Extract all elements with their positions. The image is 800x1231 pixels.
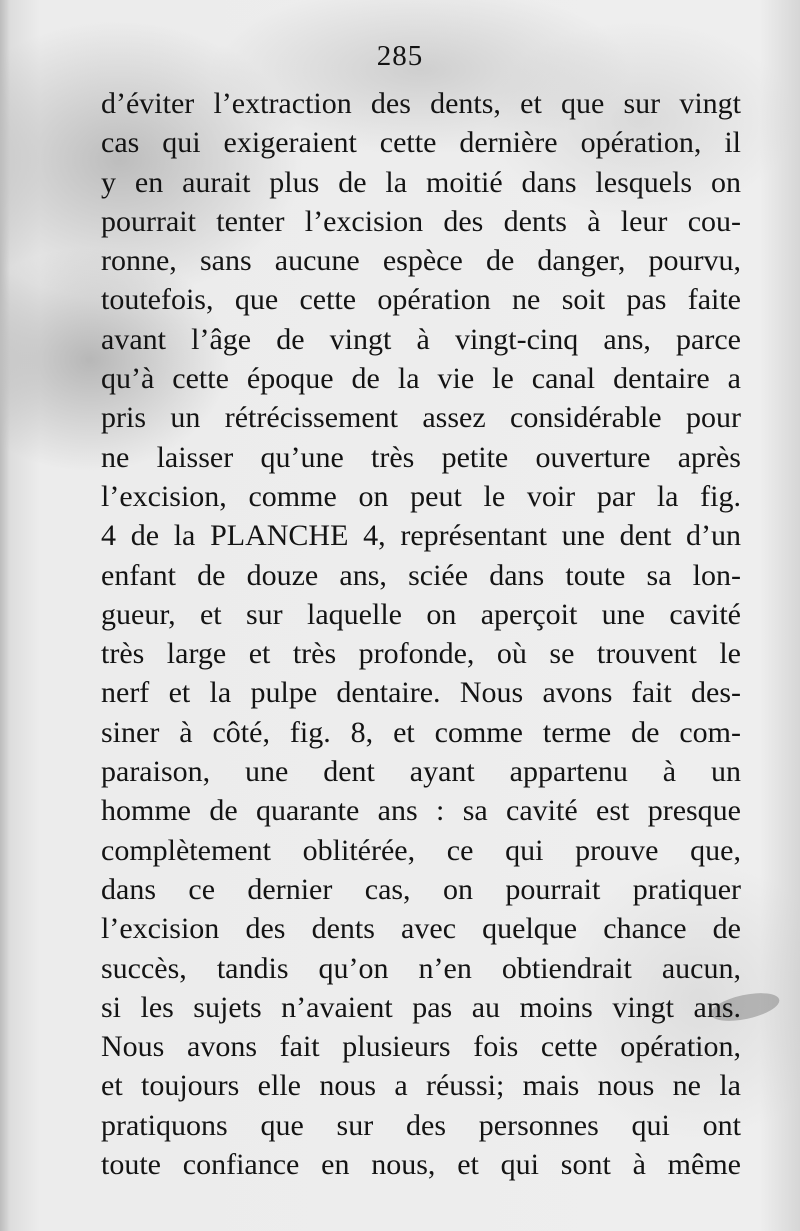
text-line: cas qui exigeraient cette dernière opération, il <box>101 126 741 160</box>
text-line: Nous avons fait plusieurs fois cette opération, <box>101 1030 741 1064</box>
text-line: l’excision, comme on peut le voir par la fig. <box>101 479 741 513</box>
text-line: qu’à cette époque de la vie le canal dentaire a <box>101 362 741 396</box>
text-line: toute confiance en nous, et qui sont à même <box>101 1148 741 1182</box>
text-line: très large et très profonde, où se trouvent le <box>101 637 741 671</box>
text-line: l’excision des dents avec quelque chance de <box>101 912 741 946</box>
text-line: et toujours elle nous a réussi; mais nous ne la <box>101 1069 741 1103</box>
text-line: homme de quarante ans : sa cavité est presque <box>101 794 741 828</box>
text-line: siner à côté, fig. 8, et comme terme de com- <box>101 715 741 749</box>
text-line: y en aurait plus de la moitié dans lesquels on <box>101 165 741 199</box>
text-line: ne laisser qu’une très petite ouverture après <box>101 440 741 474</box>
text-line: complètement oblitérée, ce qui prouve que, <box>101 833 741 867</box>
text-line: 4 de la PLANCHE 4, représentant une dent d’un <box>101 519 741 553</box>
text-line: si les sujets n’avaient pas au moins vingt ans. <box>101 990 741 1024</box>
text-line: ronne, sans aucune espèce de danger, pourvu, <box>101 244 741 278</box>
text-line: nerf et la pulpe dentaire. Nous avons fait des- <box>101 676 741 710</box>
text-line: pris un rétrécissement assez considérable pour <box>101 401 741 435</box>
text-line: succès, tandis qu’on n’en obtiendrait aucun, <box>101 951 741 985</box>
text-line: avant l’âge de vingt à vingt-cinq ans, parce <box>101 322 741 356</box>
body-text <box>101 84 741 1184</box>
text-line: d’éviter l’extraction des dents, et que sur vingt <box>101 87 741 120</box>
text-line: toutefois, que cette opération ne soit pas faite <box>101 283 741 317</box>
page-number: 285 <box>376 40 424 72</box>
text-line: pourrait tenter l’excision des dents à leur cou- <box>101 204 741 238</box>
page-edge-shadow <box>0 0 10 1231</box>
text-line: pratiquons que sur des personnes qui ont <box>101 1108 741 1142</box>
text-line: paraison, une dent ayant appartenu à un <box>101 755 741 789</box>
text-line: enfant de douze ans, sciée dans toute sa lon- <box>101 558 741 592</box>
text-line: gueur, et sur laquelle on aperçoit une cavité <box>101 597 741 631</box>
text-line: dans ce dernier cas, on pourrait pratiquer <box>101 872 741 906</box>
